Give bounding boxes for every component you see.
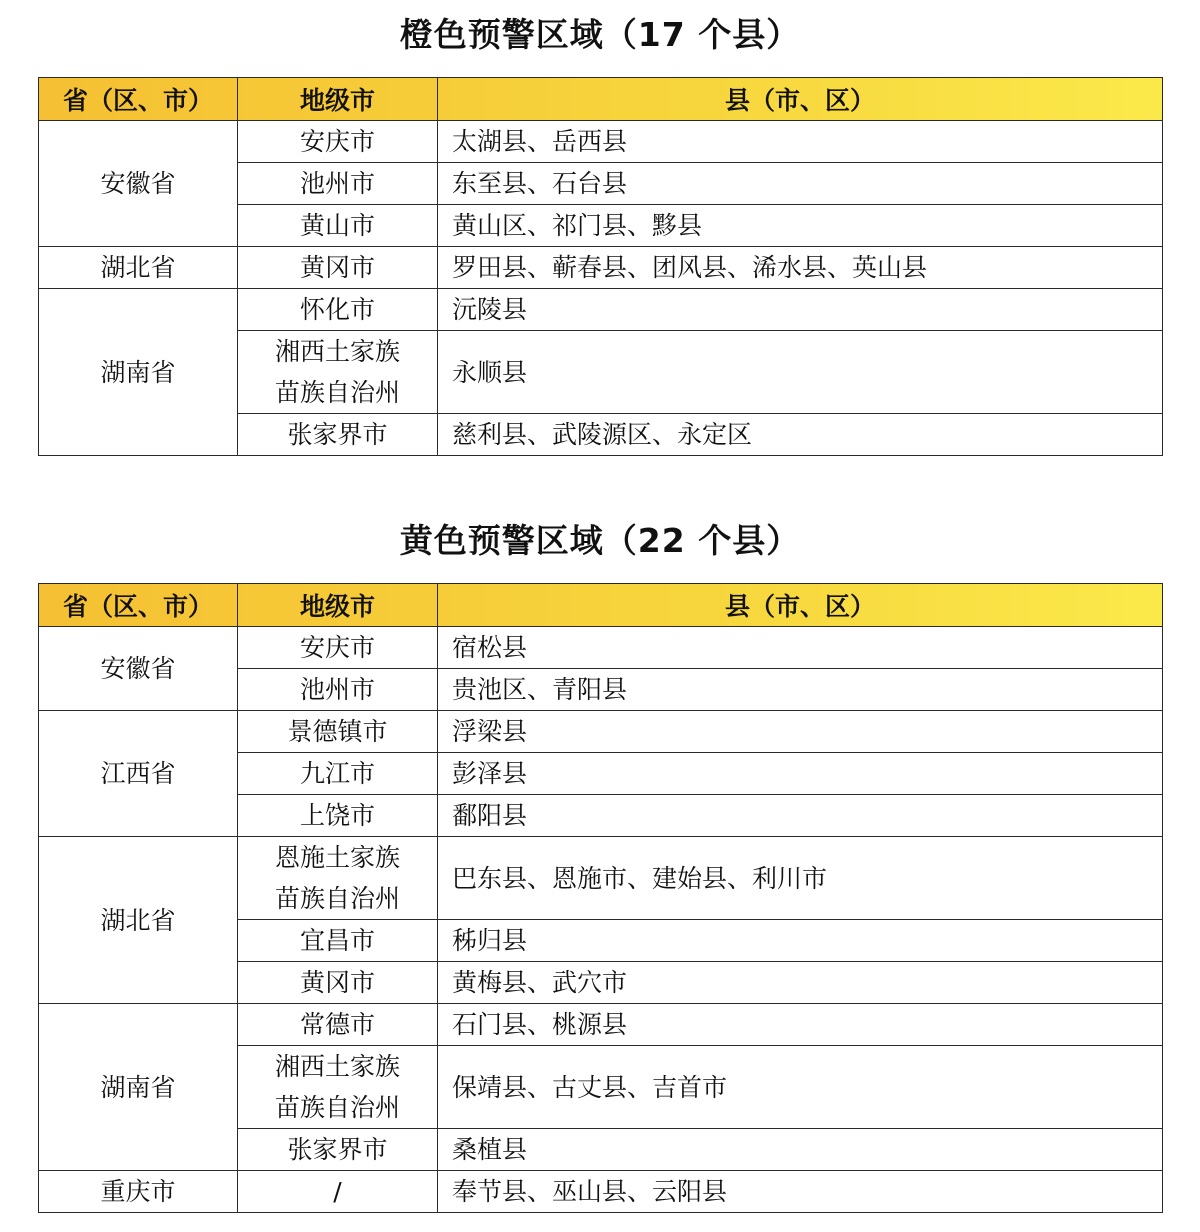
city-cell: 张家界市 <box>238 414 438 456</box>
county-cell: 鄱阳县 <box>438 795 1163 837</box>
city-cell: 黄山市 <box>238 205 438 247</box>
province-cell: 湖南省 <box>39 1004 238 1171</box>
city-cell <box>238 331 438 414</box>
table-row <box>39 1171 1163 1213</box>
header-county: 县（市、区） <box>438 78 1163 121</box>
city-cell <box>238 837 438 920</box>
city-cell: 上饶市 <box>238 795 438 837</box>
city-name-line1: 恩施土家族 <box>274 843 400 872</box>
county-cell: 罗田县、蕲春县、团风县、浠水县、英山县 <box>438 247 1163 289</box>
province-cell: 湖北省 <box>39 837 238 1004</box>
table-row <box>39 711 1163 753</box>
city-cell: 常德市 <box>238 1004 438 1046</box>
city-name-line1: 湘西土家族 <box>274 1052 400 1081</box>
table-header-row <box>39 78 1163 121</box>
city-name-line1: 湘西土家族 <box>274 337 400 366</box>
yellow-warning-table <box>38 583 1163 1213</box>
province-cell: 湖北省 <box>39 247 238 289</box>
county-cell: 巴东县、恩施市、建始县、利川市 <box>438 837 1163 920</box>
city-name-line2: 苗族自治州 <box>274 1093 400 1122</box>
county-cell: 东至县、石台县 <box>438 163 1163 205</box>
city-name-line2: 苗族自治州 <box>274 378 400 407</box>
county-cell: 慈利县、武陵源区、永定区 <box>438 414 1163 456</box>
header-county: 县（市、区） <box>438 584 1163 627</box>
city-name-line2: 苗族自治州 <box>274 884 400 913</box>
city-cell: 池州市 <box>238 163 438 205</box>
county-cell: 奉节县、巫山县、云阳县 <box>438 1171 1163 1213</box>
county-cell: 永顺县 <box>438 331 1163 414</box>
county-cell: 太湖县、岳西县 <box>438 121 1163 163</box>
county-cell: 黄山区、祁门县、黟县 <box>438 205 1163 247</box>
yellow-warning-title: 黄色预警区域（22 个县） <box>399 521 801 560</box>
header-city: 地级市 <box>238 78 438 121</box>
city-cell: / <box>238 1171 438 1213</box>
county-cell: 桑植县 <box>438 1129 1163 1171</box>
province-cell: 江西省 <box>39 711 238 837</box>
city-cell: 安庆市 <box>238 121 438 163</box>
city-cell: 黄冈市 <box>238 247 438 289</box>
county-cell: 黄梅县、武穴市 <box>438 962 1163 1004</box>
county-cell: 浮梁县 <box>438 711 1163 753</box>
city-cell <box>238 1046 438 1129</box>
city-cell: 九江市 <box>238 753 438 795</box>
table-row <box>39 121 1163 163</box>
city-cell: 安庆市 <box>238 627 438 669</box>
orange-warning-title: 橙色预警区域（17 个县） <box>399 15 801 54</box>
table-row <box>39 1004 1163 1046</box>
province-cell: 安徽省 <box>39 627 238 711</box>
table-header-row <box>39 584 1163 627</box>
city-cell: 怀化市 <box>238 289 438 331</box>
county-cell: 彭泽县 <box>438 753 1163 795</box>
province-cell: 安徽省 <box>39 121 238 247</box>
header-city: 地级市 <box>238 584 438 627</box>
province-cell: 重庆市 <box>39 1171 238 1213</box>
city-cell: 黄冈市 <box>238 962 438 1004</box>
county-cell: 保靖县、古丈县、吉首市 <box>438 1046 1163 1129</box>
city-cell: 张家界市 <box>238 1129 438 1171</box>
county-cell: 宿松县 <box>438 627 1163 669</box>
table-row <box>39 289 1163 331</box>
city-cell: 宜昌市 <box>238 920 438 962</box>
county-cell: 石门县、桃源县 <box>438 1004 1163 1046</box>
county-cell: 沅陵县 <box>438 289 1163 331</box>
province-cell: 湖南省 <box>39 289 238 456</box>
table-row <box>39 247 1163 289</box>
city-cell: 景德镇市 <box>238 711 438 753</box>
table-row <box>39 627 1163 669</box>
county-cell: 贵池区、青阳县 <box>438 669 1163 711</box>
county-cell: 秭归县 <box>438 920 1163 962</box>
orange-warning-table <box>38 77 1163 456</box>
city-cell: 池州市 <box>238 669 438 711</box>
header-province: 省（区、市） <box>39 78 238 121</box>
header-province: 省（区、市） <box>39 584 238 627</box>
